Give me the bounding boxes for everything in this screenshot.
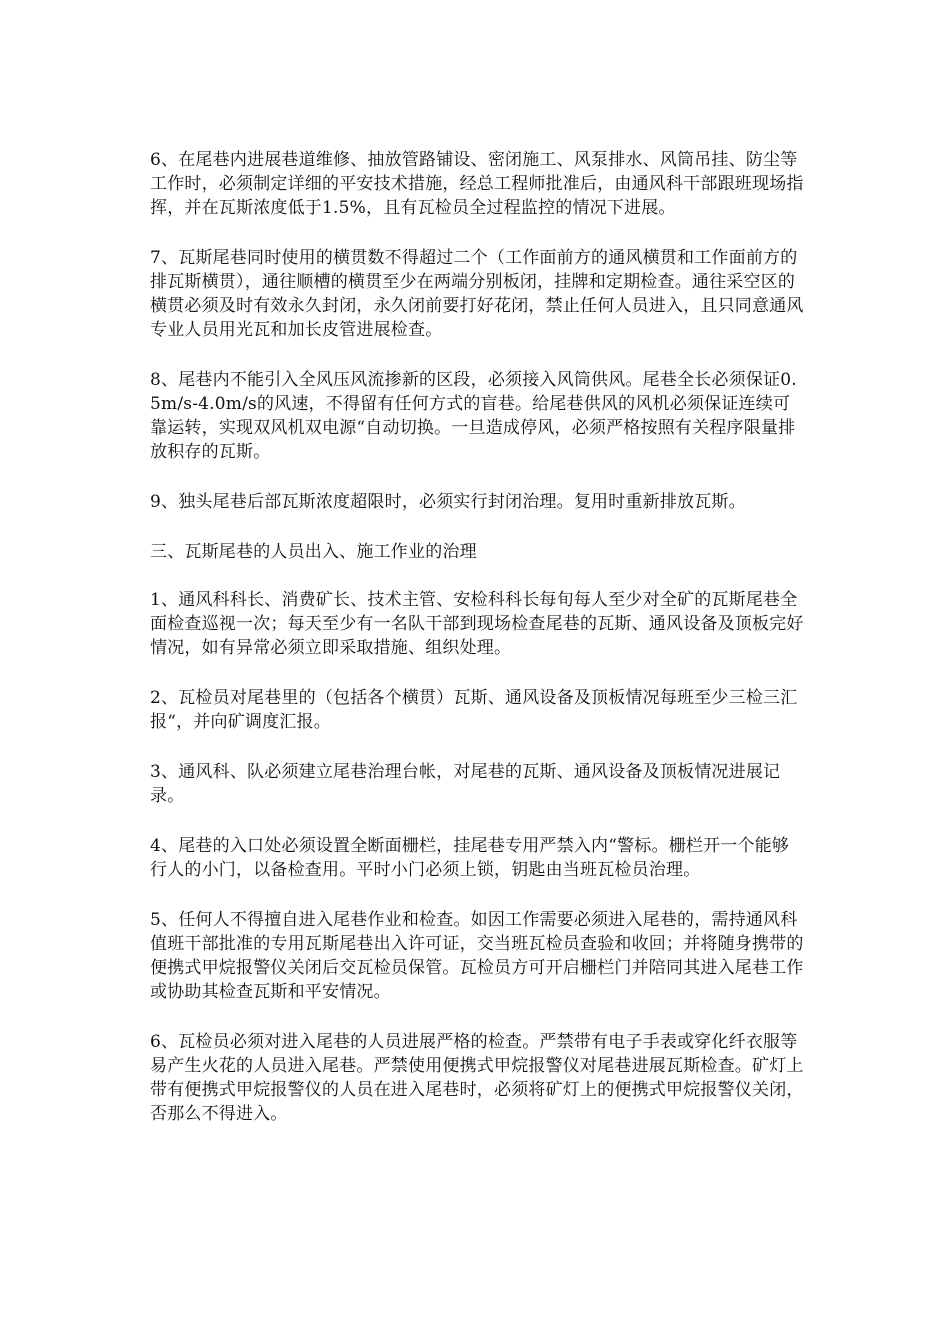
paragraph-item-6-maintenance: 6、在尾巷内进展巷道维修、抽放管路铺设、密闭施工、风泵排水、风筒吊挂、防尘等工作时，必须制定详细的平安技术措施，经总工程师批准后，由通风科干部跟班现场指挥，并在瓦斯浓度低于1.5%，且有瓦检员全过程监控的情况下进展。 bbox=[150, 150, 804, 218]
paragraph-item-5-permit: 5、任何人不得擅自进入尾巷作业和检查。如因工作需要必须进入尾巷的，需持通风科值班干部批准的专用瓦斯尾巷出入许可证，交当班瓦检员查验和收回；并将随身携带的便携式甲烷报警仪关闭后交瓦检员保管。瓦检员方可开启栅栏门并陪同其进入尾巷工作或协助其检查瓦斯和平安情况。 bbox=[150, 910, 804, 1002]
paragraph-item-9-sealing: 9、独头尾巷后部瓦斯浓度超限时，必须实行封闭治理。复用时重新排放瓦斯。 bbox=[150, 492, 746, 512]
paragraph-item-2-gas-inspector: 2、瓦检员对尾巷里的（包括各个横贯）瓦斯、通风设备及顶板情况每班至少三检三汇报“，并向矿调度汇报。 bbox=[150, 688, 798, 732]
document-page bbox=[150, 148, 805, 1152]
section-heading-personnel: 三、瓦斯尾巷的人员出入、施工作业的治理 bbox=[150, 542, 477, 562]
paragraph-item-8-ventilation: 8、尾巷内不能引入全风压风流掺新的区段，必须接入风筒供风。尾巷全长必须保证0.5m/s-4.0m/s的风速，不得留有任何方式的盲巷。给尾巷供风的风机必须保证连续可靠运转，实现双风机双电源“自动切换。一旦造成停风，必须严格按照有关程序限量排放积存的瓦斯。 bbox=[150, 370, 797, 462]
paragraph-item-1-inspection: 1、通风科科长、消费矿长、技术主管、安检科科长每旬每人至少对全矿的瓦斯尾巷全面检查巡视一次；每天至少有一名队干部到现场检查尾巷的瓦斯、通风设备及顶板完好情况，如有异常必须立即采取措施、组织处理。 bbox=[150, 590, 804, 658]
paragraph-item-7-crosscuts: 7、瓦斯尾巷同时使用的横贯数不得超过二个（工作面前方的通风横贯和工作面前方的排瓦斯横贯），通往顺槽的横贯至少在两端分别板闭，挂牌和定期检查。通往采空区的横贯必须及时有效永久封闭，永久闭前要打好花闭，禁止任何人员进入，且只同意通风专业人员用光瓦和加长皮管进展检查。 bbox=[150, 248, 804, 340]
paragraph-item-6-checks: 6、瓦检员必须对进入尾巷的人员进展严格的检查。严禁带有电子手表或穿化纤衣服等易产生火花的人员进入尾巷。严禁使用便携式甲烷报警仪对尾巷进展瓦斯检查。矿灯上带有便携式甲烷报警仪的人员在进入尾巷时，必须将矿灯上的便携式甲烷报警仪关闭，否那么不得进入。 bbox=[150, 1032, 804, 1124]
paragraph-item-4-fence: 4、尾巷的入口处必须设置全断面栅栏，挂尾巷专用严禁入内“警标。栅栏开一个能够行人的小门，以备检查用。平时小门必须上锁，钥匙由当班瓦检员治理。 bbox=[150, 836, 790, 880]
paragraph-item-3-ledger: 3、通风科、队必须建立尾巷治理台帐，对尾巷的瓦斯、通风设备及顶板情况进展记录。 bbox=[150, 762, 781, 806]
